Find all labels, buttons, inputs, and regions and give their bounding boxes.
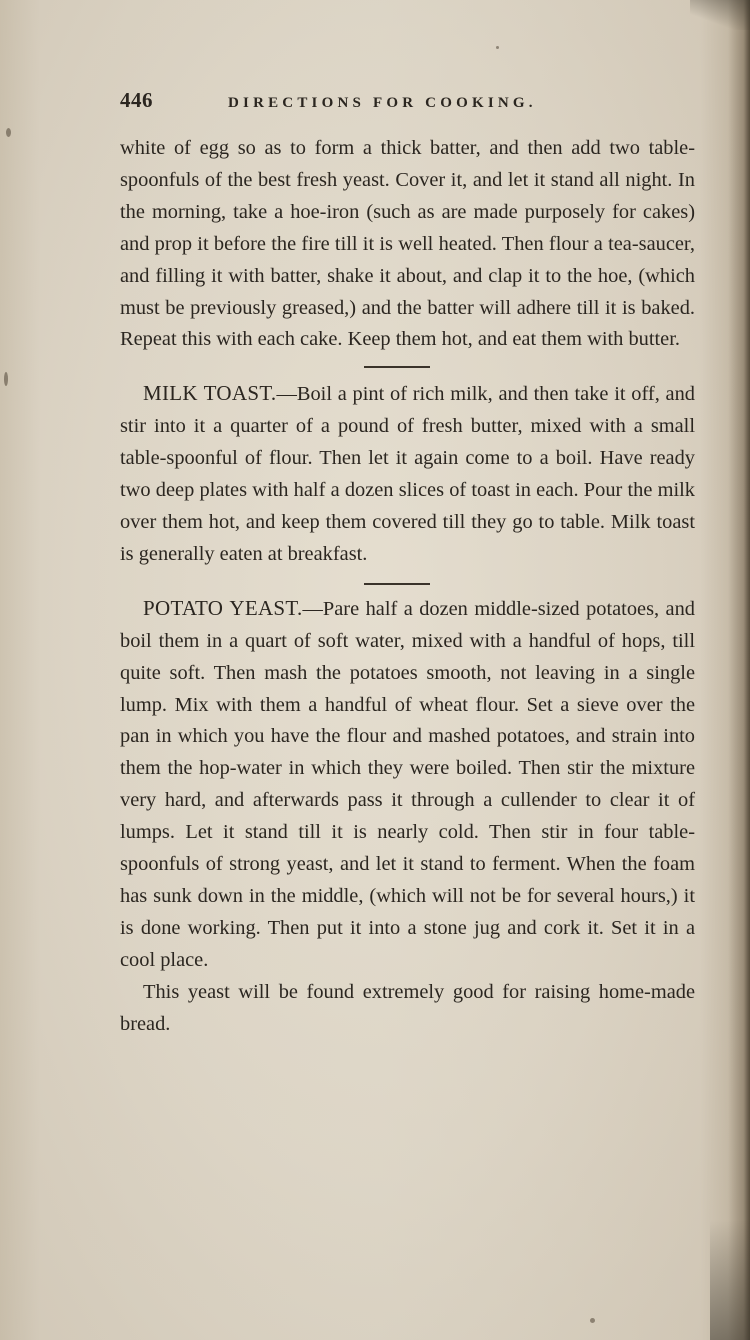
- page-edge-shadow: [728, 0, 750, 1340]
- paper-speck: [6, 128, 11, 137]
- recipe-title: MILK TOAST.: [143, 381, 277, 406]
- section-divider: [364, 583, 430, 585]
- running-title: DIRECTIONS FOR COOKING.: [228, 95, 537, 111]
- page-text: [120, 80, 695, 1040]
- recipe-note: This yeast will be found extremely good for raising home-made bread.: [120, 980, 695, 1035]
- milk-toast-recipe: [120, 378, 695, 570]
- paper-speck: [4, 372, 8, 386]
- potato-yeast-recipe: [120, 593, 695, 977]
- paper-speck: [590, 1318, 595, 1323]
- page-number: 446: [120, 88, 153, 112]
- recipe-body: —Boil a pint of rich milk, and then take it off, and stir into it a quarter of a pound of fresh butter, mixed with a small table-spoonful of flour. Then let it again come to a boil. Have ready two deep plates with half a dozen slices of toast in each. Pour the milk over them hot, and keep them covered till they go to table. Milk toast is generally eaten at breakfast.: [120, 383, 695, 565]
- running-head: [120, 88, 695, 132]
- recipe-body: —Pare half a dozen middle-sized potatoes, and boil them in a quart of soft water, mixed with a handful of hops, till quite soft. Then mash the potatoes smooth, not leaving in a single lump. Mix with them a handful of wheat flour. Set a sieve over the pan in which you have the flour and mashed potatoes, and strain into them the hop-water in which they were boiled. Then stir the mixture very hard, and afterwards pass it through a cullender to clear it of lumps. Let it stand till it is nearly cold. Then stir in four table-spoonfuls of strong yeast, and let it stand to ferment. When the foam has sunk down in the middle, (which will not be for several hours,) it is done working. Then put it into a stone jug and cork it. Set it in a cool place.: [120, 597, 695, 971]
- continued-paragraph: white of egg so as to form a thick batter, and then add two table-spoonfuls of the best fresh yeast. Cover it, and let it stand all night. In the morning, take a hoe-iron (such as are made purposely for cakes) and prop it before the fire till it is well heated. Then flour a tea-saucer, and filling it with batter, shake it about, and clap it to the hoe, (which must be previously greased,) and the batter will adhere till it is baked. Repeat this with each cake. Keep them hot, and eat them with butter.: [120, 137, 695, 351]
- paper-speck: [496, 46, 499, 49]
- page-corner-shadow-bottom: [710, 1220, 750, 1340]
- section-divider: [364, 366, 430, 368]
- recipe-title: POTATO YEAST.: [143, 595, 303, 620]
- page-corner-shadow: [690, 0, 750, 30]
